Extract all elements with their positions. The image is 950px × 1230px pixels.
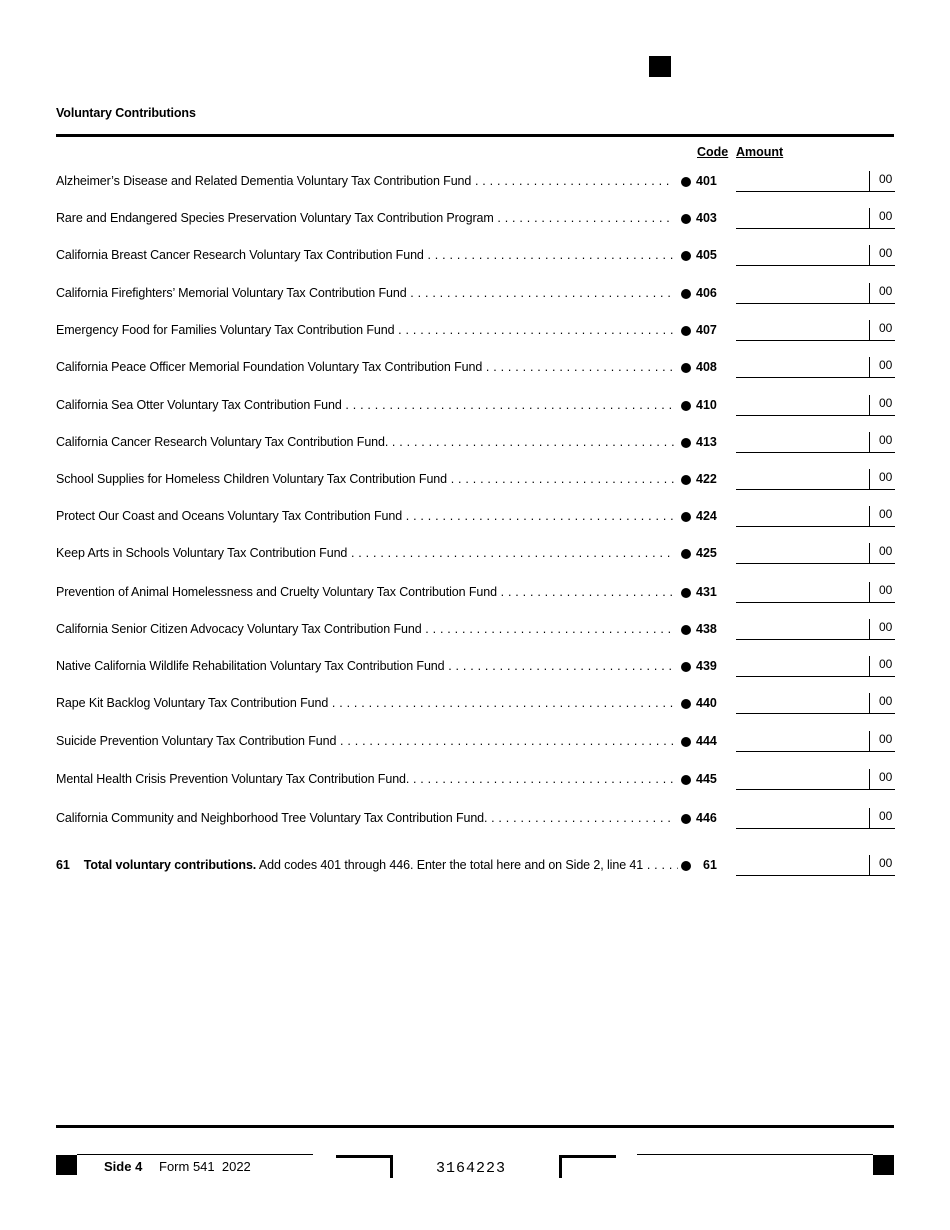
corner-bracket-right — [559, 1155, 616, 1178]
amount-field[interactable] — [736, 621, 870, 640]
registration-mark-bottom-right — [873, 1155, 894, 1175]
contribution-row — [56, 577, 894, 603]
contribution-description: Mental Health Crisis Prevention Voluntary Tax Contribution Fund. . . . — [56, 772, 674, 786]
bullet-icon — [681, 775, 691, 785]
contribution-row — [56, 651, 894, 677]
cents-field[interactable] — [869, 245, 895, 266]
barcode-number: 3164223 — [436, 1160, 507, 1177]
contribution-description: California Peace Officer Memorial Foundation Voluntary Tax Contribution Fund . . . — [56, 360, 674, 374]
cents-field[interactable] — [869, 808, 895, 829]
cents-field[interactable] — [869, 432, 895, 453]
corner-bracket-left — [336, 1155, 393, 1178]
contribution-description: Rare and Endangered Species Preservation Voluntary Tax Contribution Program . . . — [56, 211, 674, 225]
cents-field[interactable] — [869, 693, 895, 714]
contribution-code: 431 — [696, 585, 717, 599]
total-row — [56, 850, 894, 876]
contribution-code: 410 — [696, 398, 717, 412]
section-title: Voluntary Contributions — [56, 106, 196, 120]
cents-field[interactable] — [869, 320, 895, 341]
cents-field[interactable] — [869, 506, 895, 527]
contribution-description: Prevention of Animal Homelessness and Cruelty Voluntary Tax Contribution Fund . . . — [56, 585, 674, 599]
contribution-code: 444 — [696, 734, 717, 748]
contribution-description: California Firefighters’ Memorial Voluntary Tax Contribution Fund . . . — [56, 286, 674, 300]
cents-value: 00 — [879, 284, 893, 298]
contribution-description: Keep Arts in Schools Voluntary Tax Contribution Fund . . . — [56, 546, 674, 560]
contribution-description: California Community and Neighborhood Tree Voluntary Tax Contribution Fund. . . . — [56, 811, 674, 825]
footer-form: Form 541 2022 — [159, 1159, 251, 1174]
contribution-code: 438 — [696, 622, 717, 636]
cents-value: 00 — [879, 470, 893, 484]
cents-value: 00 — [879, 732, 893, 746]
cents-value: 00 — [879, 694, 893, 708]
bullet-icon — [681, 549, 691, 559]
total-cents-field[interactable] — [869, 855, 895, 876]
contribution-code: 407 — [696, 323, 717, 337]
cents-field[interactable] — [869, 395, 895, 416]
cents-field[interactable] — [869, 731, 895, 752]
contribution-row — [56, 803, 894, 829]
cents-value: 00 — [879, 433, 893, 447]
contribution-row — [56, 764, 894, 790]
contribution-description: School Supplies for Homeless Children Voluntary Tax Contribution Fund . . . — [56, 472, 674, 486]
cents-field[interactable] — [869, 208, 895, 229]
contribution-code: 439 — [696, 659, 717, 673]
contribution-description: California Cancer Research Voluntary Tax Contribution Fund. . . . — [56, 435, 674, 449]
contribution-row — [56, 464, 894, 490]
total-code: 61 — [703, 858, 717, 872]
contribution-code: 422 — [696, 472, 717, 486]
bullet-icon — [681, 289, 691, 299]
bullet-icon — [681, 625, 691, 635]
contribution-description: Alzheimer’s Disease and Related Dementia Voluntary Tax Contribution Fund . . . — [56, 174, 674, 188]
contribution-code: 413 — [696, 435, 717, 449]
bullet-icon — [681, 251, 691, 261]
amount-field[interactable] — [736, 471, 870, 490]
amount-field[interactable] — [736, 247, 870, 266]
cents-value: 00 — [879, 321, 893, 335]
amount-field[interactable] — [736, 285, 870, 304]
amount-field[interactable] — [736, 434, 870, 453]
section-rule — [56, 134, 894, 137]
contribution-code: 403 — [696, 211, 717, 225]
cents-value: 00 — [879, 657, 893, 671]
contribution-description: California Senior Citizen Advocacy Voluntary Tax Contribution Fund . . . — [56, 622, 674, 636]
contribution-row — [56, 278, 894, 304]
contribution-row — [56, 352, 894, 378]
cents-value: 00 — [879, 172, 893, 186]
cents-value: 00 — [879, 770, 893, 784]
contribution-description: Emergency Food for Families Voluntary Tax Contribution Fund . . . — [56, 323, 674, 337]
cents-field[interactable] — [869, 543, 895, 564]
bullet-icon — [681, 699, 691, 709]
footer-rule — [56, 1125, 894, 1128]
amount-field[interactable] — [736, 397, 870, 416]
amount-field[interactable] — [736, 584, 870, 603]
amount-field[interactable] — [736, 810, 870, 829]
cents-field[interactable] — [869, 469, 895, 490]
registration-mark-top — [649, 56, 671, 77]
bullet-icon — [681, 363, 691, 373]
cents-value: 00 — [879, 583, 893, 597]
footer-line-right — [637, 1154, 873, 1155]
bullet-icon — [681, 214, 691, 224]
cents-value: 00 — [879, 507, 893, 521]
code-column-header: Code — [697, 145, 729, 159]
cents-field[interactable] — [869, 582, 895, 603]
contribution-row — [56, 614, 894, 640]
cents-field[interactable] — [869, 283, 895, 304]
amount-field[interactable] — [736, 508, 870, 527]
cents-field[interactable] — [869, 357, 895, 378]
cents-value: 00 — [879, 396, 893, 410]
amount-field[interactable] — [736, 173, 870, 192]
total-cents: 00 — [879, 856, 893, 870]
contribution-row — [56, 501, 894, 527]
contribution-row — [56, 166, 894, 192]
bullet-icon — [681, 737, 691, 747]
cents-field[interactable] — [869, 171, 895, 192]
contribution-row — [56, 315, 894, 341]
amount-field[interactable] — [736, 658, 870, 677]
total-bold-label: Total voluntary contributions. — [83, 858, 257, 872]
contribution-row — [56, 427, 894, 453]
contribution-code: 408 — [696, 360, 717, 374]
amount-field[interactable] — [736, 322, 870, 341]
amount-field[interactable] — [736, 733, 870, 752]
amount-field[interactable] — [736, 545, 870, 564]
bullet-icon — [681, 512, 691, 522]
contribution-row — [56, 390, 894, 416]
bullet-icon — [681, 588, 691, 598]
contribution-code: 440 — [696, 696, 717, 710]
contribution-code: 401 — [696, 174, 717, 188]
cents-value: 00 — [879, 620, 893, 634]
footer-side: Side 4 — [104, 1159, 143, 1174]
cents-value: 00 — [879, 544, 893, 558]
cents-field[interactable] — [869, 619, 895, 640]
contribution-code: 405 — [696, 248, 717, 262]
amount-field[interactable] — [736, 695, 870, 714]
contribution-row — [56, 726, 894, 752]
contribution-row — [56, 240, 894, 266]
contribution-code: 445 — [696, 772, 717, 786]
cents-field[interactable] — [869, 656, 895, 677]
contribution-row — [56, 538, 894, 564]
contribution-code: 406 — [696, 286, 717, 300]
total-description — [56, 858, 678, 872]
bullet-icon — [681, 177, 691, 187]
contribution-description: Native California Wildlife Rehabilitation Voluntary Tax Contribution Fund . . . — [56, 659, 674, 673]
amount-field[interactable] — [736, 210, 870, 229]
footer-line-left — [77, 1154, 313, 1155]
total-instructions: Add codes 401 through 446. Enter the total here and on Side 2, line 41 — [256, 858, 644, 872]
bullet-icon — [681, 814, 691, 824]
bullet-icon — [681, 475, 691, 485]
cents-value: 00 — [879, 209, 893, 223]
contribution-row — [56, 203, 894, 229]
contribution-description: Rape Kit Backlog Voluntary Tax Contribution Fund . . . — [56, 696, 674, 710]
contribution-code: 446 — [696, 811, 717, 825]
contribution-code: 425 — [696, 546, 717, 560]
cents-field[interactable] — [869, 769, 895, 790]
cents-value: 00 — [879, 246, 893, 260]
bullet-icon — [681, 438, 691, 448]
amount-column-header: Amount — [736, 145, 784, 159]
cents-value: 00 — [879, 358, 893, 372]
contribution-row — [56, 688, 894, 714]
contribution-description: California Sea Otter Voluntary Tax Contribution Fund . . . — [56, 398, 674, 412]
bullet-icon — [681, 401, 691, 411]
contribution-description: California Breast Cancer Research Voluntary Tax Contribution Fund . . . — [56, 248, 674, 262]
amount-field[interactable] — [736, 771, 870, 790]
total-amount-field[interactable] — [736, 857, 870, 876]
bullet-icon — [681, 326, 691, 336]
bullet-icon — [681, 662, 691, 672]
contribution-code: 424 — [696, 509, 717, 523]
cents-value: 00 — [879, 809, 893, 823]
amount-field[interactable] — [736, 359, 870, 378]
total-line-number: 61 — [56, 858, 70, 872]
registration-mark-bottom-left — [56, 1155, 77, 1175]
contribution-description: Protect Our Coast and Oceans Voluntary Tax Contribution Fund . . . — [56, 509, 674, 523]
contribution-description: Suicide Prevention Voluntary Tax Contribution Fund . . . — [56, 734, 674, 748]
